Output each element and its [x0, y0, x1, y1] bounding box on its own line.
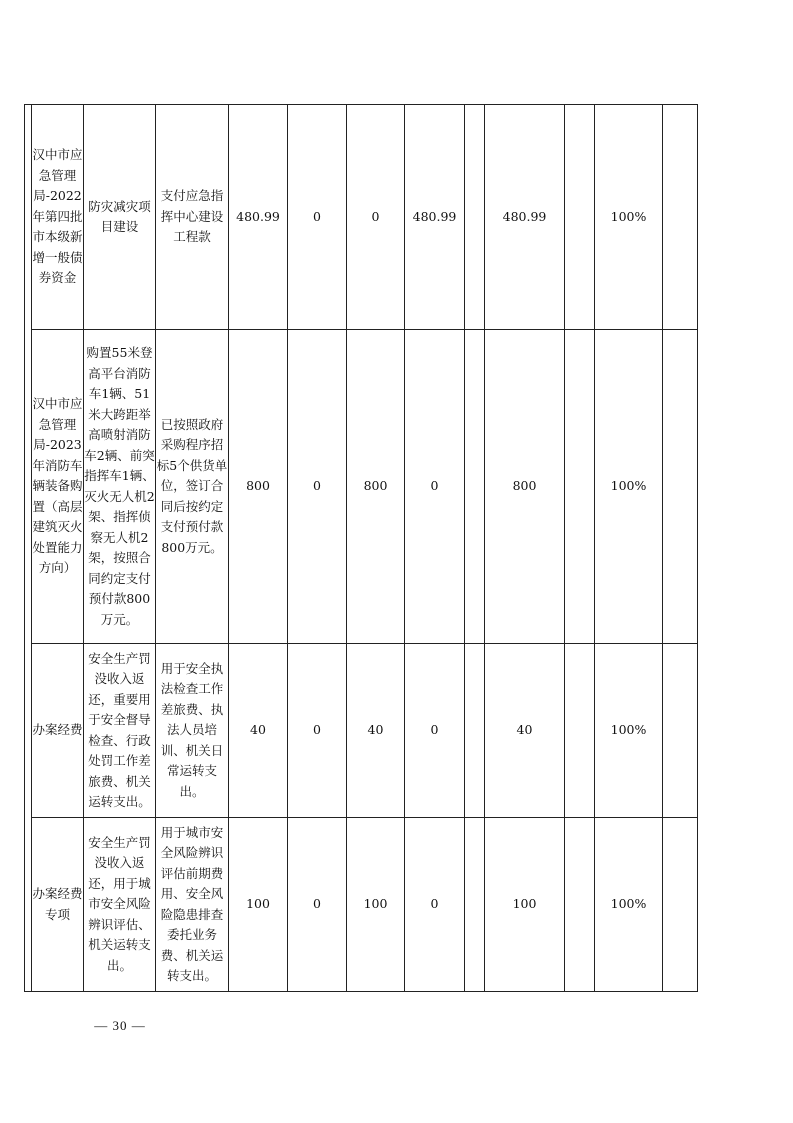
- project-name-cell: 汉中市应急管理局-2023年消防车辆装备购置（高层建筑灭火处置能力方向）: [32, 330, 84, 644]
- remark-cell: [663, 644, 698, 818]
- side-cell: [25, 105, 32, 992]
- amount-cell-2: 0: [288, 330, 347, 644]
- remark-cell: [663, 105, 698, 330]
- amount-cell-2: 0: [288, 644, 347, 818]
- amount-cell-6: 800: [485, 330, 565, 644]
- amount-cell-7: [565, 105, 595, 330]
- budget-table: [24, 104, 698, 992]
- page-number: — 30 —: [94, 1018, 146, 1033]
- table-row: [25, 818, 698, 992]
- amount-cell-7: [565, 330, 595, 644]
- table-row: [25, 105, 698, 330]
- amount-cell-1: 480.99: [229, 105, 288, 330]
- remark-cell: [663, 818, 698, 992]
- rate-cell: 100%: [595, 644, 663, 818]
- amount-cell-5: [465, 105, 485, 330]
- amount-cell-1: 40: [229, 644, 288, 818]
- content-cell: 安全生产罚没收入返还，用于城市安全风险辨识评估、机关运转支出。: [84, 818, 156, 992]
- amount-cell-2: 0: [288, 818, 347, 992]
- amount-cell-3: 40: [347, 644, 405, 818]
- progress-cell: 支付应急指挥中心建设工程款: [156, 105, 229, 330]
- rate-cell: 100%: [595, 105, 663, 330]
- progress-cell: 已按照政府采购程序招标5个供货单位，签订合同后按约定支付预付款800万元。: [156, 330, 229, 644]
- amount-cell-6: 40: [485, 644, 565, 818]
- amount-cell-5: [465, 330, 485, 644]
- project-name-cell: 办案经费: [32, 644, 84, 818]
- content-cell: 防灾减灾项目建设: [84, 105, 156, 330]
- amount-cell-7: [565, 818, 595, 992]
- rate-cell: 100%: [595, 818, 663, 992]
- amount-cell-3: 100: [347, 818, 405, 992]
- amount-cell-6: 100: [485, 818, 565, 992]
- progress-cell: 用于城市安全风险辨识评估前期费用、安全风险隐患排查委托业务费、机关运转支出。: [156, 818, 229, 992]
- project-name-cell: 汉中市应急管理局-2022年第四批市本级新增一般债券资金: [32, 105, 84, 330]
- amount-cell-1: 100: [229, 818, 288, 992]
- remark-cell: [663, 330, 698, 644]
- rate-cell: 100%: [595, 330, 663, 644]
- table-row: [25, 330, 698, 644]
- content-cell: 购置55米登高平台消防车1辆、51米大跨距举高喷射消防车2辆、前突指挥车1辆、灭火无人机2架、指挥侦察无人机2架，按照合同约定支付预付款800万元。: [84, 330, 156, 644]
- amount-cell-5: [465, 818, 485, 992]
- amount-cell-7: [565, 644, 595, 818]
- amount-cell-4: 0: [405, 818, 465, 992]
- amount-cell-2: 0: [288, 105, 347, 330]
- amount-cell-4: 480.99: [405, 105, 465, 330]
- amount-cell-6: 480.99: [485, 105, 565, 330]
- table-row: [25, 644, 698, 818]
- project-name-cell: 办案经费专项: [32, 818, 84, 992]
- amount-cell-4: 0: [405, 330, 465, 644]
- amount-cell-1: 800: [229, 330, 288, 644]
- amount-cell-3: 0: [347, 105, 405, 330]
- amount-cell-3: 800: [347, 330, 405, 644]
- progress-cell: 用于安全执法检查工作差旅费、执法人员培训、机关日常运转支出。: [156, 644, 229, 818]
- content-cell: 安全生产罚没收入返还，重要用于安全督导检查、行政处罚工作差旅费、机关运转支出。: [84, 644, 156, 818]
- amount-cell-4: 0: [405, 644, 465, 818]
- amount-cell-5: [465, 644, 485, 818]
